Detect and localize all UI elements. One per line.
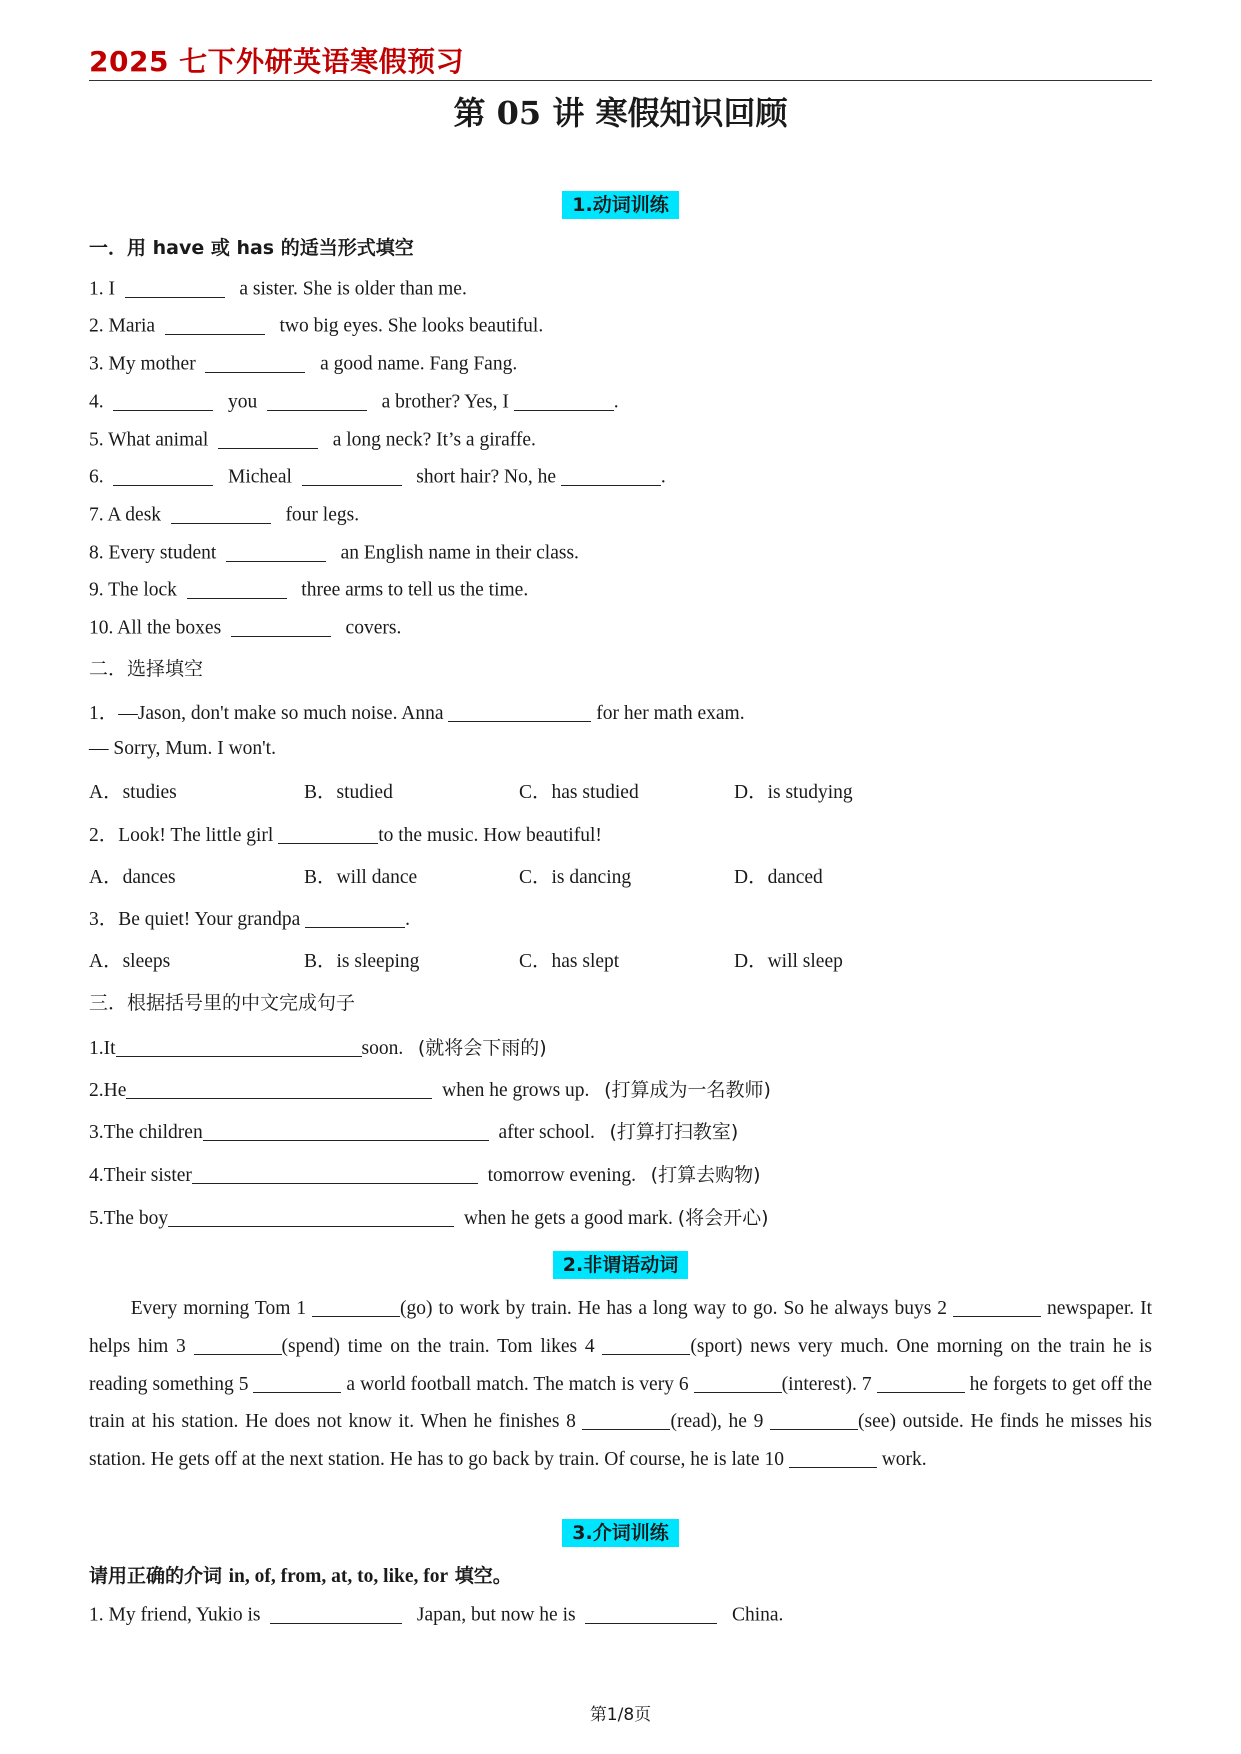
answer-blank[interactable] — [165, 314, 265, 335]
part1-title: 一．用 have 或 has 的适当形式填空 — [89, 237, 414, 259]
mc-stem: 2．Look! The little girl to the music. How beautiful! — [89, 825, 602, 846]
answer-blank[interactable] — [694, 1372, 782, 1393]
translation-row: 2.He when he grows up. (打算成为一名教师) — [89, 1079, 771, 1101]
question-row: 8. Every student an English name in their class. — [89, 542, 579, 564]
answer-blank[interactable] — [561, 465, 661, 486]
option-d[interactable]: D．danced — [734, 867, 823, 888]
section-heading-verbs: 1.动词训练 — [0, 190, 1241, 217]
translation-row: 1.It soon. (就将会下雨的) — [89, 1037, 547, 1059]
answer-blank[interactable] — [231, 616, 331, 637]
page-number: 第1/8页 — [589, 1705, 652, 1725]
answer-blank[interactable] — [168, 1207, 454, 1228]
question-row: 1. I a sister. She is older than me. — [89, 278, 467, 300]
option-a[interactable]: A．dances — [89, 867, 176, 888]
option-d[interactable]: D．will sleep — [734, 951, 843, 972]
option-d[interactable]: D．is studying — [734, 782, 853, 803]
answer-blank[interactable] — [267, 390, 367, 411]
translation-row: 5.The boy when he gets a good mark. (将会开心) — [89, 1207, 769, 1229]
section-heading-prepositions: 3.介词训练 — [0, 1518, 1241, 1545]
answer-blank[interactable] — [953, 1297, 1041, 1318]
translation-row: 4.Their sister tomorrow evening. (打算去购物) — [89, 1164, 761, 1186]
mc-stem: 3．Be quiet! Your grandpa . — [89, 909, 410, 930]
answer-blank[interactable] — [113, 465, 213, 486]
answer-blank[interactable] — [171, 503, 271, 524]
answer-blank[interactable] — [789, 1448, 877, 1469]
answer-blank[interactable] — [113, 390, 213, 411]
cloze-passage: Every morning Tom 1 (go) to work by train. He has a long way to go. So he always buys 2 newspaper. It helps him 3 (spend) time on the train. Tom likes 4 (sport) news very much. One morning on the train he is reading something 5 a world football match. The match is very 6 (interest). 7 he forgets to get off the train at his station. He does not know it. When he finishes 8 (read), he 9 (see) outside. He finds he misses his station. He gets off at the next station. He has to go back by train. Of course, he is late 10 work. — [89, 1298, 1153, 1471]
question-row: 2. Maria two big eyes. She looks beautiful. — [89, 315, 544, 337]
option-b[interactable]: B．is sleeping — [304, 951, 420, 972]
question-row: 4. you a brother? Yes, I . — [89, 391, 619, 413]
answer-blank[interactable] — [187, 578, 287, 599]
section-heading-nonfinite: 2.非谓语动词 — [0, 1250, 1241, 1277]
option-a[interactable]: A．studies — [89, 782, 177, 803]
part-instructions: 请用正确的介词 in, of, from, at, to, like, for 填空。 — [89, 1565, 512, 1587]
answer-blank[interactable] — [514, 390, 614, 411]
answer-blank[interactable] — [770, 1410, 858, 1431]
option-a[interactable]: A．sleeps — [89, 951, 171, 972]
question-row: 6. Micheal short hair? No, he . — [89, 466, 666, 488]
question-row: 1. My friend, Yukio is Japan, but now he is China. — [89, 1604, 784, 1626]
header-title: 2025 七下外研英语寒假预习 — [89, 45, 465, 78]
answer-blank[interactable] — [205, 352, 305, 373]
answer-blank[interactable] — [192, 1164, 478, 1185]
answer-blank[interactable] — [448, 702, 591, 723]
question-row: 10. All the boxes covers. — [89, 617, 402, 639]
answer-blank[interactable] — [194, 1334, 282, 1355]
answer-blank[interactable] — [203, 1121, 489, 1142]
answer-blank[interactable] — [302, 465, 402, 486]
answer-blank[interactable] — [270, 1603, 402, 1624]
answer-blank[interactable] — [305, 908, 405, 929]
part2-title: 二．选择填空 — [89, 658, 204, 680]
answer-blank[interactable] — [877, 1372, 965, 1393]
answer-blank[interactable] — [582, 1410, 670, 1431]
option-c[interactable]: C．is dancing — [519, 867, 632, 888]
translation-row: 3.The children after school. (打算打扫教室) — [89, 1121, 739, 1143]
answer-blank[interactable] — [116, 1037, 362, 1058]
option-c[interactable]: C．has studied — [519, 782, 639, 803]
answer-blank[interactable] — [312, 1297, 400, 1318]
mc-stem: 1．—Jason, don't make so much noise. Anna for her math exam. — [89, 703, 745, 724]
header-divider — [89, 80, 1152, 81]
answer-blank[interactable] — [585, 1603, 717, 1624]
question-row: 9. The lock three arms to tell us the time. — [89, 579, 529, 601]
option-c[interactable]: C．has slept — [519, 951, 620, 972]
answer-blank[interactable] — [218, 428, 318, 449]
option-b[interactable]: B．will dance — [304, 867, 418, 888]
answer-blank[interactable] — [278, 824, 378, 845]
document-title: 第 05 讲 寒假知识回顾 — [453, 94, 788, 132]
question-row: 3. My mother a good name. Fang Fang. — [89, 353, 518, 375]
answer-blank[interactable] — [253, 1372, 341, 1393]
answer-blank[interactable] — [126, 1079, 432, 1100]
option-b[interactable]: B．studied — [304, 782, 393, 803]
answer-blank[interactable] — [602, 1334, 690, 1355]
mc-stem-reply: — Sorry, Mum. I won't. — [89, 738, 276, 759]
answer-blank[interactable] — [226, 541, 326, 562]
part3-title: 三．根据括号里的中文完成句子 — [89, 992, 356, 1014]
question-row: 5. What animal a long neck? It’s a giraffe. — [89, 429, 536, 451]
answer-blank[interactable] — [125, 277, 225, 298]
question-row: 7. A desk four legs. — [89, 504, 360, 526]
